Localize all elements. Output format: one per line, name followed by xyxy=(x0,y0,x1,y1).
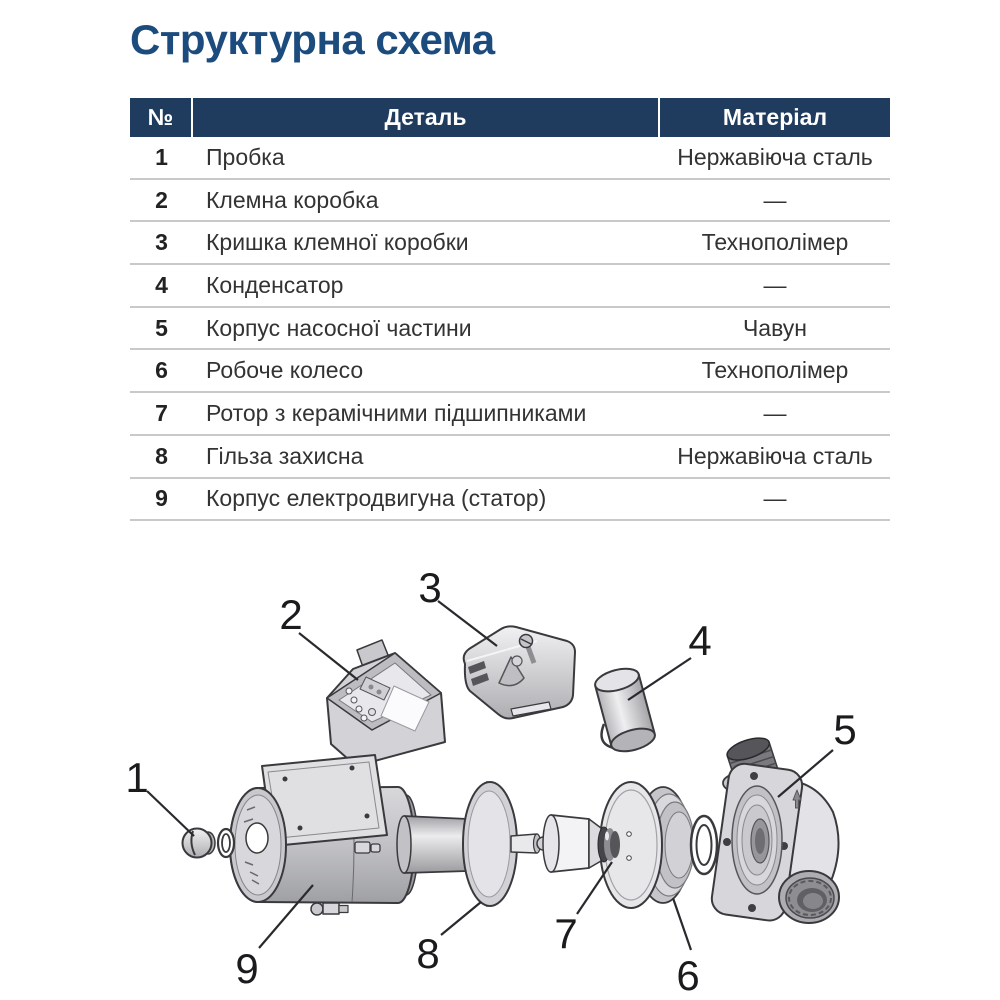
row-number: 3 xyxy=(155,229,168,256)
row-number: 2 xyxy=(155,186,168,213)
row-material: Нержавіюча сталь xyxy=(677,143,873,170)
leader-line-2 xyxy=(299,633,358,680)
header-num: № xyxy=(130,98,193,137)
parts-table xyxy=(130,98,890,521)
table-row xyxy=(130,222,890,265)
row-part-name: Корпус насосної частини xyxy=(206,314,472,341)
row-part-name: Ротор з керамічними підшипниками xyxy=(206,399,587,426)
row-material: Технополімер xyxy=(701,357,849,384)
header-material: Матеріал xyxy=(722,104,828,130)
leader-line-1 xyxy=(147,791,194,836)
leader-line-3 xyxy=(438,601,497,646)
row-number: 8 xyxy=(155,442,168,469)
row-part-name: Клемна коробка xyxy=(206,186,379,213)
row-part-name: Кришка клемної коробки xyxy=(206,229,469,256)
row-number: 9 xyxy=(155,485,168,512)
row-material: Нержавіюча сталь xyxy=(677,442,873,469)
row-number: 7 xyxy=(155,399,168,426)
terminal-box xyxy=(327,640,445,766)
row-material: — xyxy=(763,399,787,426)
part-label-6: 6 xyxy=(676,952,700,999)
row-part-name: Конденсатор xyxy=(206,271,344,298)
part-label-7: 7 xyxy=(554,910,578,957)
row-material: — xyxy=(763,485,787,512)
row-material: — xyxy=(763,186,787,213)
row-number: 4 xyxy=(155,271,168,298)
gasket-o-ring xyxy=(691,816,717,874)
protective-sleeve xyxy=(397,782,550,906)
table-row xyxy=(130,393,890,436)
leader-line-7 xyxy=(577,862,612,914)
row-part-name: Пробка xyxy=(206,143,285,170)
row-number: 5 xyxy=(155,314,168,341)
row-material: — xyxy=(763,271,787,298)
terminal-box-cover xyxy=(464,626,575,718)
leader-line-6 xyxy=(673,898,691,950)
part-label-4: 4 xyxy=(688,617,712,664)
row-material: Чавун xyxy=(742,314,808,341)
row-number: 6 xyxy=(155,357,168,384)
part-label-2: 2 xyxy=(279,591,303,638)
part-label-8: 8 xyxy=(416,930,440,977)
leader-line-8 xyxy=(441,902,481,935)
row-part-name: Робоче колесо xyxy=(206,357,364,384)
part-label-3: 3 xyxy=(418,564,442,611)
header-part: Деталь xyxy=(193,98,660,137)
table-row xyxy=(130,350,890,393)
table-row xyxy=(130,479,890,522)
row-number: 1 xyxy=(155,143,168,170)
table-row xyxy=(130,436,890,479)
table-row xyxy=(130,180,890,223)
table-row xyxy=(130,137,890,180)
table-row xyxy=(130,308,890,351)
row-part-name: Гільза захисна xyxy=(206,442,364,469)
page-title: Структурна схема xyxy=(130,16,495,63)
capacitor xyxy=(593,665,658,756)
part-label-5: 5 xyxy=(833,706,857,753)
row-material: Технополімер xyxy=(701,229,849,256)
part-label-1: 1 xyxy=(125,754,149,801)
motor-stator-body xyxy=(230,755,414,915)
table-body xyxy=(130,137,890,521)
row-part-name: Корпус електродвигуна (статор) xyxy=(206,485,547,512)
part-label-9: 9 xyxy=(235,945,259,992)
exploded-view-diagram xyxy=(0,545,1000,1000)
table-row xyxy=(130,265,890,308)
table-header-row xyxy=(130,98,890,137)
